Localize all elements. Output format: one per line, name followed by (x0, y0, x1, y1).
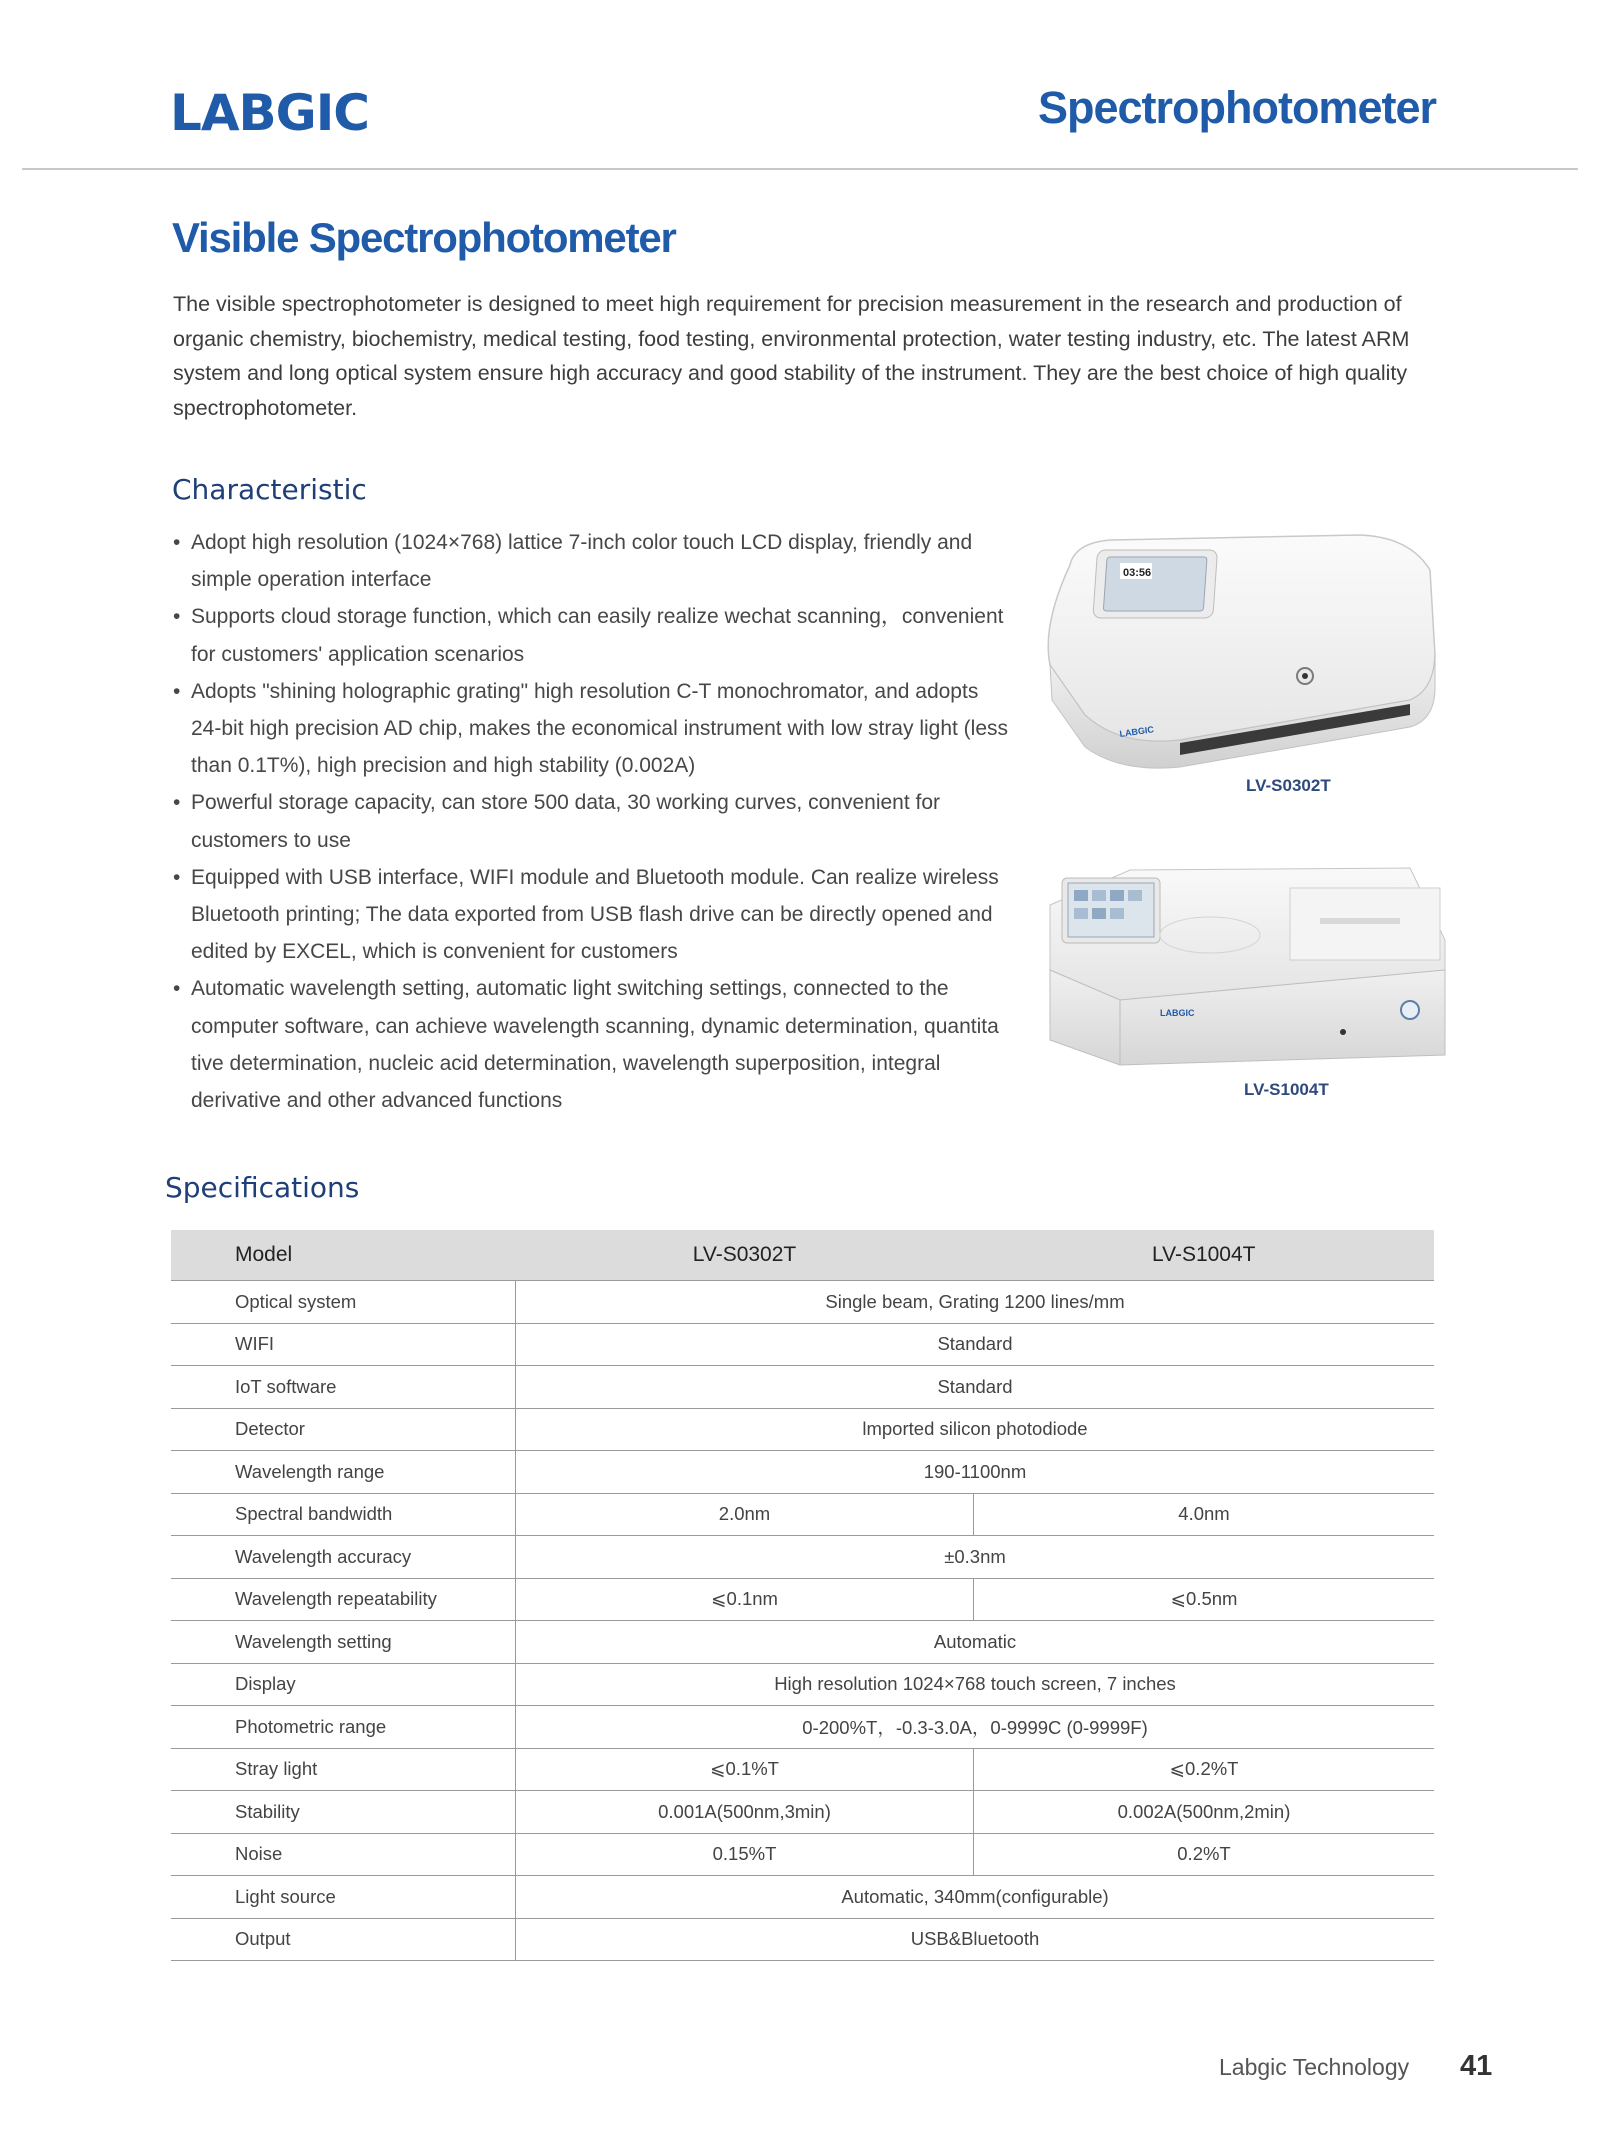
list-item-line: 24-bit high precision AD chip, makes the economical instrument with low stray light (less (191, 717, 1009, 741)
bullet-icon: • (173, 977, 181, 1001)
row-label: Spectral bandwidth (171, 1493, 516, 1536)
table-row (171, 1791, 1434, 1834)
product-image-lv-s0302t (1030, 515, 1440, 780)
product-image-lv-s1004t (1040, 850, 1450, 1075)
row-label: Wavelength setting (171, 1621, 516, 1664)
row-value-lv-s0302t: 0.001A(500nm,3min) (516, 1791, 974, 1834)
list-item-line: Equipped with USB interface, WIFI module and Bluetooth module. Can realize wireless (191, 865, 999, 889)
list-item (173, 784, 1033, 858)
row-value: Single beam, Grating 1200 lines/mm (516, 1281, 1435, 1324)
row-value-lv-s1004t: ⩽0.5nm (974, 1578, 1435, 1621)
footer-company: Labgic Technology (1219, 2054, 1410, 2080)
row-value-lv-s0302t: 2.0nm (516, 1493, 974, 1536)
row-label: Stray light (171, 1748, 516, 1791)
row-label: IoT software (171, 1366, 516, 1409)
column-header: Model (171, 1230, 516, 1281)
table-row (171, 1366, 1434, 1409)
bullet-icon: • (173, 531, 181, 554)
list-item-line: edited by EXCEL, which is convenient for customers (191, 940, 678, 964)
row-value-lv-s1004t: 0.002A(500nm,2min) (974, 1791, 1435, 1834)
row-value: 190-1100nm (516, 1451, 1435, 1494)
table-header-row (171, 1230, 1434, 1281)
table-row (171, 1323, 1434, 1366)
row-label: Optical system (171, 1281, 516, 1324)
document-category: Spectrophotometer (1037, 82, 1436, 133)
column-header: LV-S1004T (974, 1230, 1435, 1281)
list-item (173, 524, 1033, 598)
characteristic-heading: Characteristic (172, 473, 367, 506)
list-item-line: Supports cloud storage function, which can easily realize wechat scanning，convenient (191, 605, 1004, 629)
row-value-lv-s1004t: ⩽0.2%T (974, 1748, 1435, 1791)
header-divider (22, 168, 1578, 170)
table-row (171, 1281, 1434, 1324)
row-value-lv-s0302t: ⩽0.1%T (516, 1748, 974, 1791)
list-item (173, 673, 1033, 785)
row-label: Photometric range (171, 1706, 516, 1749)
specifications-table (171, 1230, 1434, 1961)
row-label: Wavelength repeatability (171, 1578, 516, 1621)
row-value-lv-s0302t: ⩽0.1nm (516, 1578, 974, 1621)
list-item-line: simple operation interface (191, 568, 432, 592)
list-item-line: tive determination, nucleic acid determination, wavelength superposition, integral (191, 1051, 941, 1075)
row-value: Standard (516, 1366, 1435, 1409)
table-row (171, 1876, 1434, 1919)
row-value-lv-s1004t: 0.2%T (974, 1833, 1435, 1876)
table-row (171, 1451, 1434, 1494)
bullet-icon: • (173, 865, 181, 889)
list-item-line: Automatic wavelength setting, automatic light switching settings, connected to the (191, 977, 949, 1001)
list-item-line: Powerful storage capacity, can store 500 data, 30 working curves, convenient for (191, 791, 941, 815)
list-item-line: Bluetooth printing; The data exported from USB flash drive can be directly opened and (191, 903, 993, 927)
table-row (171, 1578, 1434, 1621)
bullet-icon: • (173, 605, 181, 629)
table-row (171, 1493, 1434, 1536)
table-row (171, 1621, 1434, 1664)
list-item-line: customers to use (191, 828, 351, 852)
list-item-line: for customers' application scenarios (191, 642, 525, 666)
row-value: Standard (516, 1323, 1435, 1366)
row-value: lmported silicon photodiode (516, 1408, 1435, 1451)
table-row (171, 1408, 1434, 1451)
row-value-lv-s1004t: 4.0nm (974, 1493, 1435, 1536)
row-label: Wavelength range (171, 1451, 516, 1494)
page-number: 41 (1460, 2050, 1493, 2082)
row-value: 0-200%T，-0.3-3.0A，0-9999C (0-9999F) (516, 1706, 1435, 1749)
row-label: Noise (171, 1833, 516, 1876)
row-label: Wavelength accuracy (171, 1536, 516, 1579)
specifications-heading: Specifications (165, 1171, 360, 1204)
list-item (173, 970, 1033, 1119)
table-row (171, 1918, 1434, 1961)
row-label: WIFI (171, 1323, 516, 1366)
list-item-line: computer software, can achieve wavelength scanning, dynamic determination, quantita (191, 1014, 999, 1038)
table-row (171, 1748, 1434, 1791)
column-header: LV-S0302T (516, 1230, 974, 1281)
list-item (173, 598, 1033, 672)
table-row (171, 1706, 1434, 1749)
table-row (171, 1833, 1434, 1876)
row-value: Automatic, 340mm(configurable) (516, 1876, 1435, 1919)
product-model-label: LV-S1004T (1244, 1080, 1329, 1099)
row-value: USB&Bluetooth (516, 1918, 1435, 1961)
row-label: Light source (171, 1876, 516, 1919)
product-model-label: LV-S0302T (1246, 776, 1331, 795)
characteristic-list (173, 524, 1033, 1119)
intro-paragraph: The visible spectrophotometer is designed to meet high requirement for precision measurement in the research and production of organic chemistry, biochemistry, medical testing, food testing, environmental protection, water testing industry, etc. The latest ARM system and long optical system ensure high accuracy and good stability of the instrument. They are the best choice of high quality spectrophotometer. (173, 292, 1410, 420)
page-title: Visible Spectrophotometer (172, 214, 676, 261)
list-item-line: derivative and other advanced functions (191, 1089, 563, 1113)
row-value: ±0.3nm (516, 1536, 1435, 1579)
labgic-logo: LABGIC (170, 84, 370, 142)
row-value-lv-s0302t: 0.15%T (516, 1833, 974, 1876)
row-value: Automatic (516, 1621, 1435, 1664)
table-row (171, 1663, 1434, 1706)
table-row (171, 1536, 1434, 1579)
bullet-icon: • (173, 791, 181, 815)
device-brand-label: LABGIC (1160, 1008, 1195, 1018)
row-label: Stability (171, 1791, 516, 1834)
row-value: High resolution 1024×768 touch screen, 7 inches (516, 1663, 1435, 1706)
list-item-line: Adopt high resolution (1024×768) lattice 7-inch color touch LCD display, friendly and (191, 531, 973, 554)
screen-clock: 03:56 (1123, 567, 1152, 579)
device-brand-label: LABGIC (1118, 724, 1155, 739)
bullet-icon: • (173, 679, 181, 703)
list-item-line: than 0.1T%), high precision and high stability (0.002A) (191, 754, 696, 778)
row-label: Output (171, 1918, 516, 1961)
list-item-line: Adopts "shining holographic grating" high resolution C-T monochromator, and adopts (191, 679, 979, 703)
row-label: Display (171, 1663, 516, 1706)
list-item (173, 859, 1033, 971)
row-label: Detector (171, 1408, 516, 1451)
